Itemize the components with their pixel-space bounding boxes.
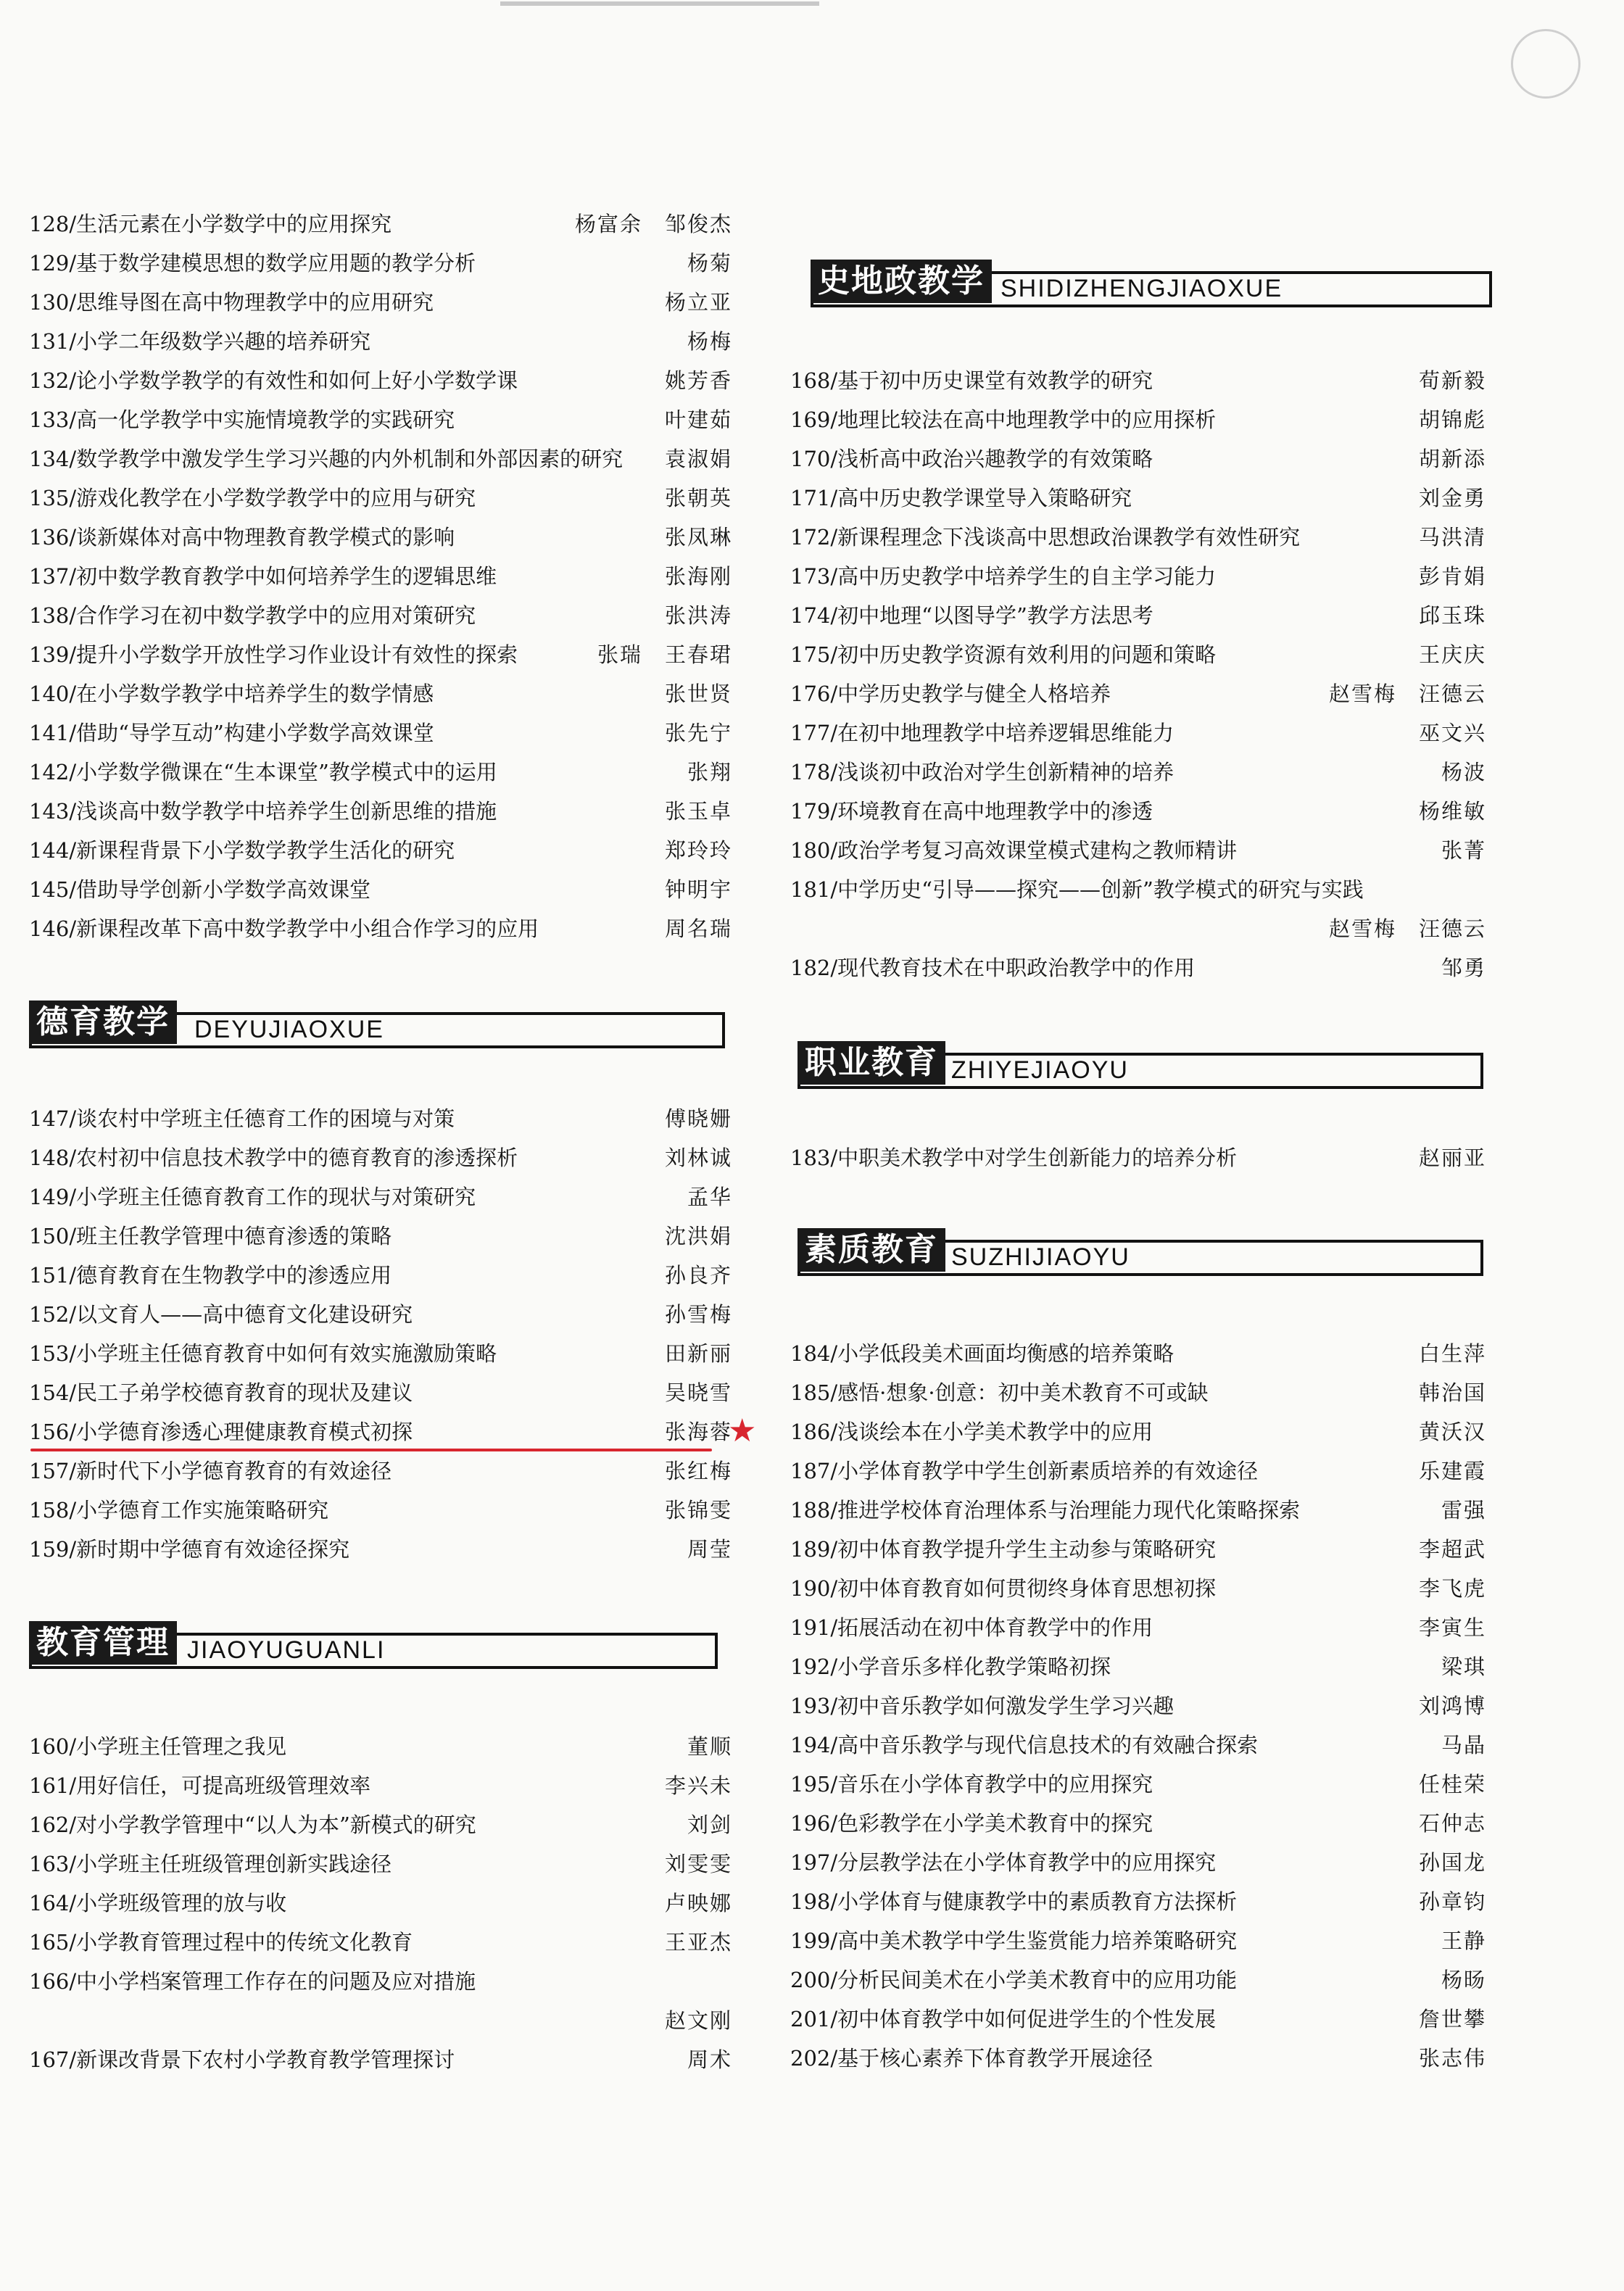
toc-entry[interactable] xyxy=(790,1647,1486,1686)
entry-authors: 韩治国 xyxy=(1418,1380,1486,1405)
entry-title: 196/色彩教学在小学美术教育中的探究 xyxy=(790,1811,1153,1836)
toc-entry[interactable] xyxy=(790,1608,1486,1647)
toc-entry[interactable] xyxy=(790,478,1486,518)
toc-entry[interactable] xyxy=(29,283,732,322)
entry-title: 195/音乐在小学体育教学中的应用探究 xyxy=(790,1772,1153,1797)
toc-entry[interactable] xyxy=(790,1960,1486,2000)
toc-entry[interactable] xyxy=(29,1491,732,1530)
entry-authors: 张菁 xyxy=(1441,838,1486,863)
entry-title: 202/基于核心素养下体育教学开展途径 xyxy=(790,2046,1153,2071)
entry-title: 186/浅谈绘本在小学美术教学中的应用 xyxy=(790,1420,1153,1444)
section-title-cn: 教育管理 xyxy=(29,1621,177,1665)
entry-authors: 李超武 xyxy=(1418,1537,1486,1562)
section-title-en: ZHIYEJIAOYU xyxy=(951,1056,1129,1084)
toc-entry[interactable] xyxy=(790,1334,1486,1373)
toc-entry[interactable] xyxy=(790,1412,1486,1451)
entry-authors: 杨旸 xyxy=(1441,1968,1486,1992)
entry-authors: 刘雯雯 xyxy=(664,1852,732,1876)
entry-title: 187/小学体育教学中学生创新素质培养的有效途径 xyxy=(790,1459,1259,1483)
toc-entry[interactable] xyxy=(29,361,732,400)
entry-title: 189/初中体育教学提升学生主动参与策略研究 xyxy=(790,1537,1217,1562)
toc-entry[interactable] xyxy=(29,1451,732,1491)
toc-entry[interactable] xyxy=(790,1686,1486,1726)
entry-authors: 董顺 xyxy=(687,1734,732,1759)
entry-title: 142/小学数学微课在“生本课堂”教学模式中的运用 xyxy=(29,760,497,784)
toc-entry-continuation xyxy=(29,2001,732,2040)
entry-authors: 巫文兴 xyxy=(1418,721,1486,745)
section-header-guanli xyxy=(29,1621,718,1669)
entry-title: 131/小学二年级数学兴趣的培养研究 xyxy=(29,329,371,354)
entry-authors: 袁淑娟 xyxy=(664,447,732,471)
entry-title: 197/分层教学法在小学体育教学中的应用探究 xyxy=(790,1850,1217,1875)
entry-title: 153/小学班主任德育教育中如何有效实施激励策略 xyxy=(29,1341,497,1366)
toc-entry[interactable] xyxy=(790,1491,1486,1530)
entry-title: 185/感悟·想象·创意：初中美术教育不可或缺 xyxy=(790,1380,1209,1405)
entry-authors: 马晶 xyxy=(1441,1733,1486,1757)
entry-authors: 孙良齐 xyxy=(664,1263,732,1288)
toc-entry[interactable] xyxy=(790,1451,1486,1491)
toc-entry[interactable] xyxy=(790,1373,1486,1412)
toc-entry[interactable] xyxy=(29,635,732,674)
entry-authors: 刘剑 xyxy=(687,1812,732,1837)
entry-authors: 李兴未 xyxy=(664,1773,732,1798)
toc-entry-highlighted[interactable] xyxy=(29,1412,732,1451)
toc-entry[interactable] xyxy=(790,674,1486,713)
toc-entry[interactable] xyxy=(29,713,732,753)
entry-authors: 周莹 xyxy=(687,1537,732,1562)
entry-title: 168/基于初中历史课堂有效教学的研究 xyxy=(790,368,1153,393)
entry-authors: 雷强 xyxy=(1441,1498,1486,1522)
entry-authors: 杨波 xyxy=(1441,760,1486,784)
entry-authors: 胡新添 xyxy=(1418,447,1486,471)
entry-authors: 杨菊 xyxy=(687,251,732,276)
entry-title: 152/以文育人——高中德育文化建设研究 xyxy=(29,1302,413,1327)
entry-title: 174/初中地理“以图导学”教学方法思考 xyxy=(790,603,1153,628)
entry-authors: 吴晓雪 xyxy=(664,1380,732,1405)
entry-authors: 彭肯娟 xyxy=(1418,564,1486,589)
entry-title: 144/新课程背景下小学数学教学生活化的研究 xyxy=(29,838,455,863)
entry-title: 172/新课程理念下浅谈高中思想政治课教学有效性研究 xyxy=(790,525,1301,550)
entry-title: 191/拓展活动在初中体育教学中的作用 xyxy=(790,1615,1153,1640)
toc-entry[interactable] xyxy=(29,1256,732,1295)
entry-title: 179/环境教育在高中地理教学中的渗透 xyxy=(790,799,1153,824)
toc-entry[interactable] xyxy=(790,1843,1486,1882)
entry-authors: 张海蓉 xyxy=(664,1420,732,1444)
corner-logo-mark xyxy=(1511,29,1580,99)
toc-entry[interactable] xyxy=(29,1766,732,1805)
entry-title: 176/中学历史教学与健全人格培养 xyxy=(790,682,1111,706)
entry-title: 173/高中历史教学中培养学生的自主学习能力 xyxy=(790,564,1217,589)
entry-title: 140/在小学数学教学中培养学生的数学情感 xyxy=(29,682,434,706)
toc-entry[interactable] xyxy=(29,244,732,283)
entry-title: 177/在初中地理教学中培养逻辑思维能力 xyxy=(790,721,1174,745)
entry-title: 181/中学历史“引导——探究——创新”教学模式的研究与实践 xyxy=(790,877,1364,902)
entry-authors: 孙雪梅 xyxy=(664,1302,732,1327)
entry-authors: 孟华 xyxy=(687,1185,732,1209)
toc-entry[interactable] xyxy=(29,870,732,909)
toc-entry[interactable] xyxy=(29,1138,732,1177)
section-title-cn: 史地政教学 xyxy=(811,260,992,303)
entry-title: 183/中职美术教学中对学生创新能力的培养分析 xyxy=(790,1146,1238,1170)
toc-entry[interactable] xyxy=(790,2000,1486,2039)
red-star-icon: ★ xyxy=(728,1412,757,1449)
entry-authors: 张先宁 xyxy=(664,721,732,745)
toc-entry[interactable] xyxy=(29,1373,732,1412)
entry-authors: 孙章钧 xyxy=(1418,1889,1486,1914)
toc-entry[interactable] xyxy=(29,1177,732,1217)
section-title-en: SHIDIZHENGJIAOXUE xyxy=(1000,275,1283,302)
toc-entry[interactable] xyxy=(29,1962,732,2001)
entry-title: 200/分析民间美术在小学美术教育中的应用功能 xyxy=(790,1968,1238,1992)
entry-title: 129/基于数学建模思想的数学应用题的教学分析 xyxy=(29,251,476,276)
toc-entry[interactable] xyxy=(790,1921,1486,1960)
entry-authors: 张瑞 王春珺 xyxy=(597,642,732,667)
entry-authors: 张洪涛 xyxy=(664,603,732,628)
toc-entry[interactable] xyxy=(790,400,1486,439)
section-header-suzhi xyxy=(798,1228,1483,1276)
entry-authors: 周名瑞 xyxy=(664,916,732,941)
toc-entry[interactable] xyxy=(29,1217,732,1256)
entry-title: 136/谈新媒体对高中物理教育教学模式的影响 xyxy=(29,525,455,550)
entry-authors: 赵丽亚 xyxy=(1418,1146,1486,1170)
entry-authors: 杨梅 xyxy=(687,329,732,354)
entry-authors: 黄沃汉 xyxy=(1418,1420,1486,1444)
entry-title: 201/初中体育教学中如何促进学生的个性发展 xyxy=(790,2007,1217,2031)
entry-title: 164/小学班级管理的放与收 xyxy=(29,1891,287,1915)
entry-title: 169/地理比较法在高中地理教学中的应用探析 xyxy=(790,407,1217,432)
entry-title: 193/初中音乐教学如何激发学生学习兴趣 xyxy=(790,1694,1174,1718)
entry-title: 188/推进学校体育治理体系与治理能力现代化策略探索 xyxy=(790,1498,1301,1522)
entry-title: 199/高中美术教学中学生鉴赏能力培养策略研究 xyxy=(790,1928,1238,1953)
toc-entry[interactable] xyxy=(29,439,732,478)
toc-entry[interactable] xyxy=(29,1923,732,1962)
toc-entry[interactable] xyxy=(790,1726,1486,1765)
toc-entry[interactable] xyxy=(790,1765,1486,1804)
toc-entry[interactable] xyxy=(790,1569,1486,1608)
toc-entry[interactable] xyxy=(29,1844,732,1884)
entry-authors: 王静 xyxy=(1441,1928,1486,1953)
entry-title: 159/新时期中学德育有效途径探究 xyxy=(29,1537,350,1562)
toc-entry[interactable] xyxy=(790,2039,1486,2078)
entry-title: 192/小学音乐多样化教学策略初探 xyxy=(790,1654,1111,1679)
entry-title: 132/论小学数学教学的有效性和如何上好小学数学课 xyxy=(29,368,518,393)
entry-authors: 荀新毅 xyxy=(1418,368,1486,393)
toc-entry[interactable] xyxy=(790,831,1486,870)
toc-entry[interactable] xyxy=(790,713,1486,753)
entry-title: 146/新课程改革下高中数学教学中小组合作学习的应用 xyxy=(29,916,539,941)
entry-authors: 王亚杰 xyxy=(664,1930,732,1955)
section-title-cn: 素质教育 xyxy=(798,1228,945,1272)
entry-authors: 张红梅 xyxy=(664,1459,732,1483)
entry-title: 154/民工子弟学校德育教育的现状及建议 xyxy=(29,1380,413,1405)
section-title-cn: 德育教学 xyxy=(29,1000,177,1044)
entry-authors: 赵雪梅 汪德云 xyxy=(1328,916,1486,941)
entry-title: 178/浅谈初中政治对学生创新精神的培养 xyxy=(790,760,1174,784)
entry-title: 184/小学低段美术画面均衡感的培养策略 xyxy=(790,1341,1174,1366)
entry-authors: 白生萍 xyxy=(1418,1341,1486,1366)
entry-authors: 杨富余 邹俊杰 xyxy=(574,212,732,236)
entry-title: 128/生活元素在小学数学中的应用探究 xyxy=(29,212,392,236)
entry-title: 163/小学班主任班级管理创新实践途径 xyxy=(29,1852,392,1876)
toc-entry[interactable] xyxy=(29,478,732,518)
toc-entry[interactable] xyxy=(790,1882,1486,1921)
entry-authors: 王庆庆 xyxy=(1418,642,1486,667)
toc-entry[interactable] xyxy=(29,1530,732,1569)
entry-authors: 刘鸿博 xyxy=(1418,1694,1486,1718)
toc-entry[interactable] xyxy=(29,1334,732,1373)
entry-title: 180/政治学考复习高效课堂模式建构之教师精讲 xyxy=(790,838,1238,863)
entry-authors: 杨维敏 xyxy=(1418,799,1486,824)
toc-entry[interactable] xyxy=(29,204,732,244)
section-header-shidizheng xyxy=(811,260,1492,307)
entry-authors: 詹世攀 xyxy=(1418,2007,1486,2031)
entry-title: 135/游戏化教学在小学数学教学中的应用与研究 xyxy=(29,486,476,510)
section-title-en: SUZHIJIAOYU xyxy=(951,1243,1130,1271)
toc-entry-continuation xyxy=(790,909,1486,948)
toc-entry[interactable] xyxy=(29,557,732,596)
entry-authors: 田新丽 xyxy=(664,1341,732,1366)
toc-entry[interactable] xyxy=(790,753,1486,792)
entry-title: 171/高中历史教学课堂导入策略研究 xyxy=(790,486,1132,510)
toc-entry[interactable] xyxy=(790,361,1486,400)
entry-title: 133/高一化学教学中实施情境教学的实践研究 xyxy=(29,407,455,432)
entry-title: 147/谈农村中学班主任德育工作的困境与对策 xyxy=(29,1106,455,1131)
entry-title: 170/浅析高中政治兴趣教学的有效策略 xyxy=(790,447,1153,471)
entry-title: 130/思维导图在高中物理教学中的应用研究 xyxy=(29,290,434,315)
entry-authors: 叶建茹 xyxy=(664,407,732,432)
entry-title: 156/小学德育渗透心理健康教育模式初探 xyxy=(29,1420,413,1444)
toc-entry[interactable] xyxy=(29,518,732,557)
toc-entry[interactable] xyxy=(790,870,1486,909)
toc-entry[interactable] xyxy=(790,1804,1486,1843)
entry-authors: 张锦雯 xyxy=(664,1498,732,1522)
top-edge-mark xyxy=(500,1,819,6)
toc-entry[interactable] xyxy=(29,596,732,635)
toc-entry[interactable] xyxy=(29,400,732,439)
entry-title: 194/高中音乐教学与现代信息技术的有效融合探索 xyxy=(790,1733,1259,1757)
entry-authors: 张翔 xyxy=(687,760,732,784)
section-header-deyu xyxy=(29,1000,725,1048)
entry-title: 158/小学德育工作实施策略研究 xyxy=(29,1498,329,1522)
toc-entry[interactable] xyxy=(29,909,732,948)
entry-title: 148/农村初中信息技术教学中的德育教育的渗透探析 xyxy=(29,1146,518,1170)
entry-title: 166/中小学档案管理工作存在的问题及应对措施 xyxy=(29,1969,476,1994)
toc-entry[interactable] xyxy=(29,1099,732,1138)
entry-title: 161/用好信任，可提高班级管理效率 xyxy=(29,1773,371,1798)
toc-entry[interactable] xyxy=(29,831,732,870)
entry-authors: 赵文刚 xyxy=(664,2008,732,2033)
entry-title: 165/小学教育管理过程中的传统文化教育 xyxy=(29,1930,413,1955)
toc-entry[interactable] xyxy=(790,948,1486,987)
entry-title: 143/浅谈高中数学教学中培养学生创新思维的措施 xyxy=(29,799,497,824)
entry-title: 175/初中历史教学资源有效利用的问题和策略 xyxy=(790,642,1217,667)
entry-authors: 张志伟 xyxy=(1418,2046,1486,2071)
entry-authors: 石仲志 xyxy=(1418,1811,1486,1836)
toc-entry[interactable] xyxy=(29,1295,732,1334)
entry-authors: 赵雪梅 汪德云 xyxy=(1328,682,1486,706)
entry-authors: 姚芳香 xyxy=(664,368,732,393)
entry-authors: 马洪清 xyxy=(1418,525,1486,550)
entry-authors: 周术 xyxy=(687,2047,732,2072)
entry-authors: 沈洪娟 xyxy=(664,1224,732,1248)
red-underline-annotation xyxy=(30,1449,712,1451)
toc-entry[interactable] xyxy=(790,635,1486,674)
toc-entry[interactable] xyxy=(790,557,1486,596)
toc-entry[interactable] xyxy=(790,1138,1486,1177)
toc-entry[interactable] xyxy=(790,792,1486,831)
entry-title: 139/提升小学数学开放性学习作业设计有效性的探索 xyxy=(29,642,518,667)
entry-title: 137/初中数学教育教学中如何培养学生的逻辑思维 xyxy=(29,564,497,589)
toc-entry[interactable] xyxy=(29,1805,732,1844)
entry-authors: 卢映娜 xyxy=(664,1891,732,1915)
toc-entry[interactable] xyxy=(790,518,1486,557)
entry-title: 160/小学班主任管理之我见 xyxy=(29,1734,287,1759)
entry-title: 162/对小学教学管理中“以人为本”新模式的研究 xyxy=(29,1812,476,1837)
entry-authors: 张玉卓 xyxy=(664,799,732,824)
entry-title: 151/德育教育在生物教学中的渗透应用 xyxy=(29,1263,392,1288)
entry-authors: 乐建霞 xyxy=(1418,1459,1486,1483)
entry-authors: 梁琪 xyxy=(1441,1654,1486,1679)
entry-authors: 傅晓姗 xyxy=(664,1106,732,1131)
entry-authors: 张海刚 xyxy=(664,564,732,589)
entry-title: 134/数学教学中激发学生学习兴趣的内外机制和外部因素的研究 xyxy=(29,447,624,471)
entry-authors: 郑玲玲 xyxy=(664,838,732,863)
entry-authors: 张世贤 xyxy=(664,682,732,706)
section-title-cn: 职业教育 xyxy=(798,1041,945,1085)
toc-entry[interactable] xyxy=(29,1727,732,1766)
entry-authors: 邱玉珠 xyxy=(1418,603,1486,628)
entry-authors: 李寅生 xyxy=(1418,1615,1486,1640)
entry-authors: 刘金勇 xyxy=(1418,486,1486,510)
entry-authors: 张朝英 xyxy=(664,486,732,510)
section-title-en: DEYUJIAOXUE xyxy=(194,1016,384,1043)
entry-title: 190/初中体育教育如何贯彻终身体育思想初探 xyxy=(790,1576,1217,1601)
entry-title: 145/借助导学创新小学数学高效课堂 xyxy=(29,877,371,902)
entry-title: 157/新时代下小学德育教育的有效途径 xyxy=(29,1459,392,1483)
entry-title: 182/现代教育技术在中职政治教学中的作用 xyxy=(790,956,1196,980)
toc-entry[interactable] xyxy=(29,322,732,361)
entry-authors: 孙国龙 xyxy=(1418,1850,1486,1875)
toc-entry[interactable] xyxy=(790,596,1486,635)
entry-title: 141/借助“导学互动”构建小学数学高效课堂 xyxy=(29,721,434,745)
entry-title: 167/新课改背景下农村小学教育教学管理探讨 xyxy=(29,2047,455,2072)
entry-authors: 胡锦彪 xyxy=(1418,407,1486,432)
entry-authors: 张凤琳 xyxy=(664,525,732,550)
section-header-zhiye xyxy=(798,1041,1483,1089)
entry-authors: 李飞虎 xyxy=(1418,1576,1486,1601)
toc-entry[interactable] xyxy=(29,753,732,792)
toc-entry[interactable] xyxy=(790,439,1486,478)
entry-title: 138/合作学习在初中数学教学中的应用对策研究 xyxy=(29,603,476,628)
toc-entry[interactable] xyxy=(29,1884,732,1923)
entry-title: 149/小学班主任德育教育工作的现状与对策研究 xyxy=(29,1185,476,1209)
toc-entry[interactable] xyxy=(29,674,732,713)
entry-authors: 任桂荣 xyxy=(1418,1772,1486,1797)
toc-entry[interactable] xyxy=(790,1530,1486,1569)
section-title-en: JIAOYUGUANLI xyxy=(187,1636,386,1664)
toc-entry[interactable] xyxy=(29,2040,732,2079)
toc-entry[interactable] xyxy=(29,792,732,831)
entry-title: 198/小学体育与健康教学中的素质教育方法探析 xyxy=(790,1889,1238,1914)
entry-authors: 刘林诚 xyxy=(664,1146,732,1170)
entry-title: 150/班主任教学管理中德育渗透的策略 xyxy=(29,1224,392,1248)
entry-authors: 邹勇 xyxy=(1441,956,1486,980)
entry-authors: 钟明宇 xyxy=(664,877,732,902)
entry-authors: 杨立亚 xyxy=(664,290,732,315)
